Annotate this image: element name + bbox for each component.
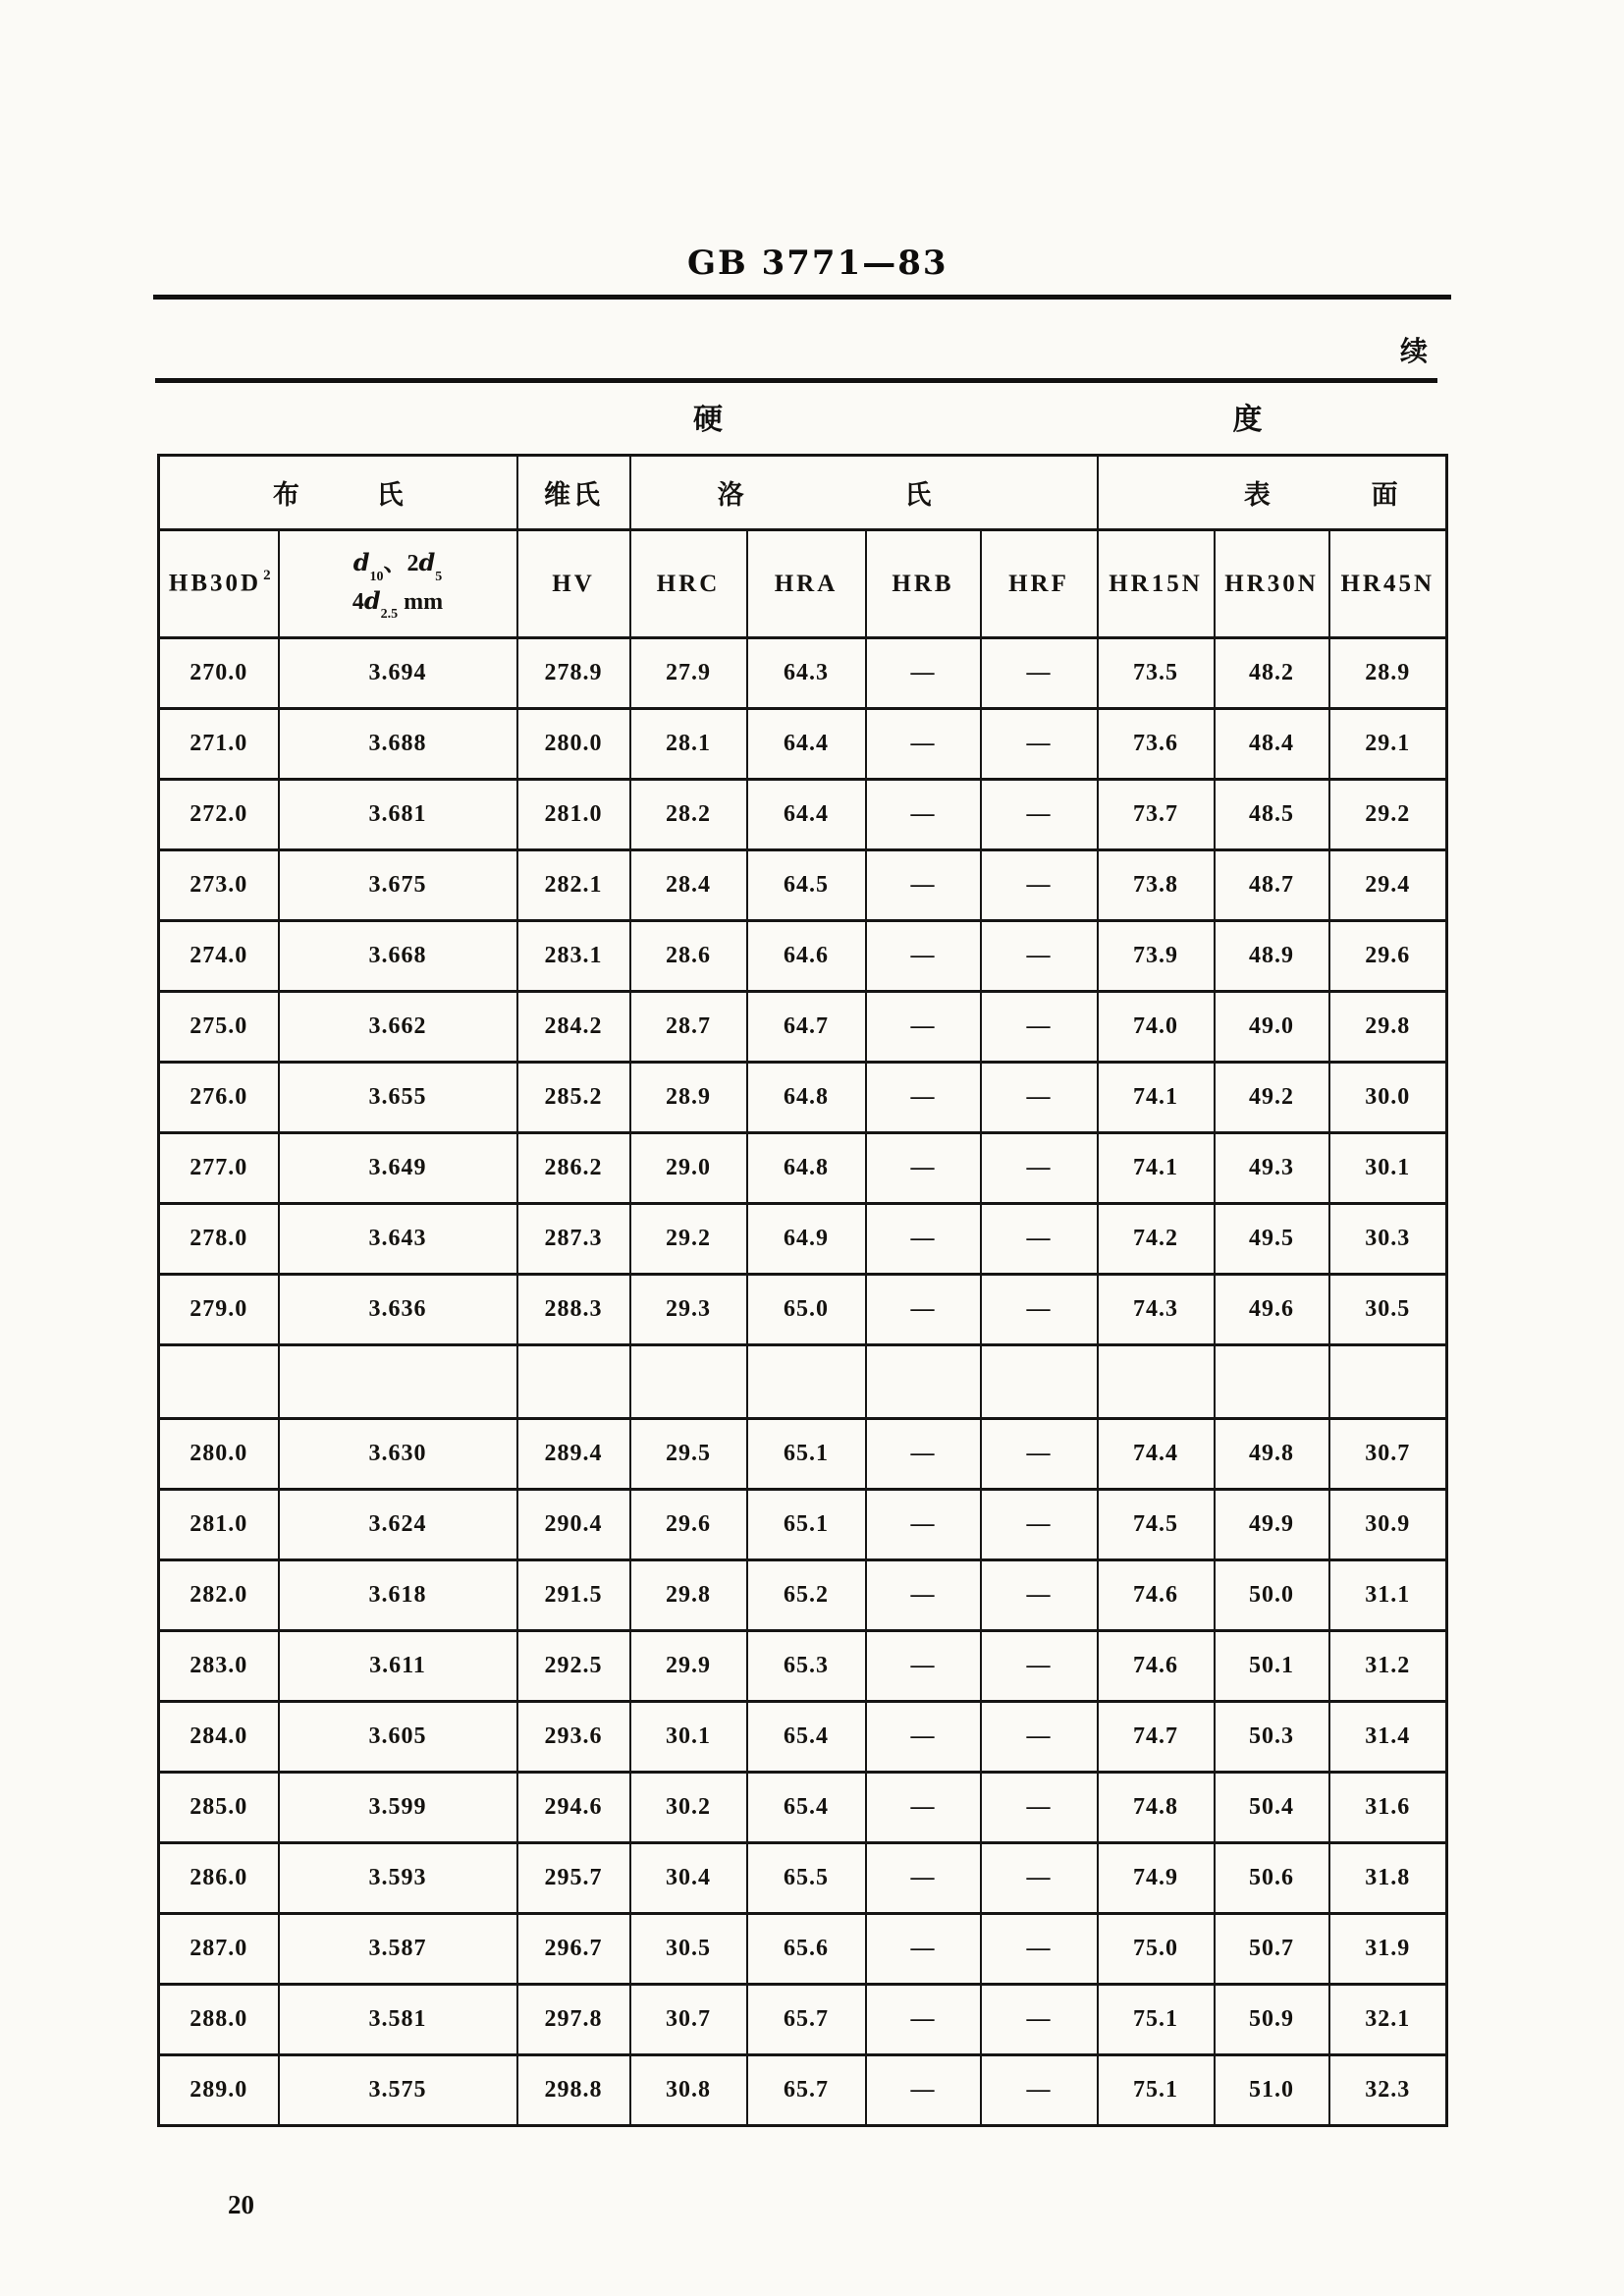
cell-hr15n: 73.8	[1098, 850, 1215, 921]
cell-hrc: 28.1	[630, 709, 747, 780]
d-subscript-5: 5	[435, 570, 443, 585]
cell-hr30n: 50.9	[1215, 1985, 1329, 2055]
cell-hr30n: 49.3	[1215, 1133, 1329, 1204]
table-row	[159, 1063, 1447, 1133]
cell-hr45n: 30.3	[1329, 1204, 1447, 1275]
cell-hra: 64.5	[747, 850, 866, 921]
cell-hrb: —	[866, 638, 981, 709]
cell-hrf: —	[981, 780, 1098, 850]
cell-hb30d: 285.0	[159, 1773, 279, 1843]
cell-hrf: —	[981, 1560, 1098, 1631]
standard-code-title: GB 3771—83	[687, 244, 948, 283]
table-row	[159, 1275, 1447, 1345]
cell-hrb: —	[866, 1133, 981, 1204]
cell-hra: 65.4	[747, 1773, 866, 1843]
table-header	[159, 456, 1447, 638]
cell-hv: 283.1	[517, 921, 630, 992]
cell-hra: 65.1	[747, 1490, 866, 1560]
cell-hr30n: 51.0	[1215, 2055, 1329, 2126]
cell-hrc: 28.4	[630, 850, 747, 921]
cell-hrc	[630, 1345, 747, 1419]
cell-hrf	[981, 1345, 1098, 1419]
cell-hr15n: 74.6	[1098, 1631, 1215, 1702]
top-horizontal-rule	[153, 295, 1451, 300]
table-row	[159, 1631, 1447, 1702]
cell-hr45n: 31.4	[1329, 1702, 1447, 1773]
d-prefix: 4	[352, 588, 364, 615]
cell-hr45n: 30.9	[1329, 1490, 1447, 1560]
cell-hrf: —	[981, 1133, 1098, 1204]
cell-hr15n: 74.1	[1098, 1063, 1215, 1133]
cell-d: 3.593	[279, 1843, 517, 1914]
table-row	[159, 638, 1447, 709]
cell-hr30n: 50.6	[1215, 1843, 1329, 1914]
cell-hr15n: 74.3	[1098, 1275, 1215, 1345]
cell-hb30d: 286.0	[159, 1843, 279, 1914]
cell-hb30d: 279.0	[159, 1275, 279, 1345]
cell-hr45n: 31.2	[1329, 1631, 1447, 1702]
table-row	[159, 1985, 1447, 2055]
cell-hr15n: 73.9	[1098, 921, 1215, 992]
cell-hrc: 30.4	[630, 1843, 747, 1914]
cell-hr45n: 32.3	[1329, 2055, 1447, 2126]
column-header-hb30d	[159, 530, 279, 638]
cell-hrc: 29.6	[630, 1490, 747, 1560]
cell-hr45n: 29.6	[1329, 921, 1447, 992]
group-header-rockwell: 洛 氏	[630, 456, 1098, 530]
column-header-hr15n: HR15N	[1098, 530, 1215, 638]
cell-hrf: —	[981, 1843, 1098, 1914]
cell-hrc: 28.6	[630, 921, 747, 992]
cell-hrf: —	[981, 1985, 1098, 2055]
cell-hrb: —	[866, 1204, 981, 1275]
table-row-spacer	[159, 1345, 1447, 1419]
cell-hb30d: 276.0	[159, 1063, 279, 1133]
table-row	[159, 1843, 1447, 1914]
column-header-hrc: HRC	[630, 530, 747, 638]
cell-hv: 289.4	[517, 1419, 630, 1490]
column-header-hv: HV	[517, 530, 630, 638]
cell-hr30n: 50.3	[1215, 1702, 1329, 1773]
cell-hrf: —	[981, 1914, 1098, 1985]
table-row	[159, 2055, 1447, 2126]
cell-hb30d: 277.0	[159, 1133, 279, 1204]
column-header-row	[159, 530, 1447, 638]
d-symbol: d	[363, 585, 381, 615]
d-symbol: d	[418, 548, 436, 577]
cell-hrc: 29.5	[630, 1419, 747, 1490]
cell-hr45n: 31.1	[1329, 1560, 1447, 1631]
cell-hrf: —	[981, 921, 1098, 992]
cell-hr45n: 29.2	[1329, 780, 1447, 850]
cell-hb30d: 271.0	[159, 709, 279, 780]
cell-hrc: 30.2	[630, 1773, 747, 1843]
cell-hv: 280.0	[517, 709, 630, 780]
cell-hr15n: 74.4	[1098, 1419, 1215, 1490]
cell-hrb: —	[866, 1702, 981, 1773]
cell-hv: 281.0	[517, 780, 630, 850]
cell-hr30n: 50.0	[1215, 1560, 1329, 1631]
cell-hra: 65.2	[747, 1560, 866, 1631]
cell-hra: 64.8	[747, 1133, 866, 1204]
cell-hr30n: 50.1	[1215, 1631, 1329, 1702]
cell-hr45n: 29.4	[1329, 850, 1447, 921]
cell-hrb: —	[866, 1631, 981, 1702]
cell-d: 3.668	[279, 921, 517, 992]
cell-d: 3.624	[279, 1490, 517, 1560]
cell-hrc: 29.2	[630, 1204, 747, 1275]
hardness-conversion-table	[157, 454, 1448, 2127]
cell-hv: 287.3	[517, 1204, 630, 1275]
cell-hr15n: 73.7	[1098, 780, 1215, 850]
table-row	[159, 850, 1447, 921]
cell-hrb: —	[866, 1843, 981, 1914]
cell-hb30d: 273.0	[159, 850, 279, 921]
column-header-hr45n: HR45N	[1329, 530, 1447, 638]
column-header-hra: HRA	[747, 530, 866, 638]
cell-hr30n: 49.5	[1215, 1204, 1329, 1275]
cell-d: 3.618	[279, 1560, 517, 1631]
cell-hrb	[866, 1345, 981, 1419]
cell-hb30d: 284.0	[159, 1702, 279, 1773]
cell-hrb: —	[866, 921, 981, 992]
cell-hr15n: 75.1	[1098, 2055, 1215, 2126]
cell-hv	[517, 1345, 630, 1419]
cell-hrb: —	[866, 1914, 981, 1985]
cell-hv: 298.8	[517, 2055, 630, 2126]
cell-hrf: —	[981, 1631, 1098, 1702]
cell-hrb: —	[866, 992, 981, 1063]
cell-hr15n: 74.1	[1098, 1133, 1215, 1204]
cell-hr45n: 31.6	[1329, 1773, 1447, 1843]
hb30d-superscript: 2	[263, 568, 271, 584]
table-row	[159, 1204, 1447, 1275]
cell-hr15n	[1098, 1345, 1215, 1419]
hb30d-base: HB30D	[168, 570, 262, 597]
cell-hra: 65.5	[747, 1843, 866, 1914]
cell-hr15n: 74.8	[1098, 1773, 1215, 1843]
continued-label: 续	[1400, 337, 1429, 367]
cell-hv: 288.3	[517, 1275, 630, 1345]
d-symbol: d	[352, 548, 370, 577]
cell-hr15n: 74.0	[1098, 992, 1215, 1063]
cell-hrc: 29.9	[630, 1631, 747, 1702]
cell-hv: 296.7	[517, 1914, 630, 1985]
cell-hb30d: 278.0	[159, 1204, 279, 1275]
cell-hrc: 30.1	[630, 1702, 747, 1773]
cell-d: 3.649	[279, 1133, 517, 1204]
cell-hra	[747, 1345, 866, 1419]
cell-hra: 64.4	[747, 709, 866, 780]
d-subscript-25: 2.5	[380, 607, 399, 623]
cell-hv: 290.4	[517, 1490, 630, 1560]
cell-hb30d: 282.0	[159, 1560, 279, 1631]
cell-d: 3.636	[279, 1275, 517, 1345]
cell-hra: 64.8	[747, 1063, 866, 1133]
column-header-hrf: HRF	[981, 530, 1098, 638]
group-header-superficial: 表 面	[1098, 456, 1447, 530]
cell-hv: 286.2	[517, 1133, 630, 1204]
cell-d: 3.662	[279, 992, 517, 1063]
table-row	[159, 1490, 1447, 1560]
cell-hrf: —	[981, 850, 1098, 921]
cell-hr45n: 31.8	[1329, 1843, 1447, 1914]
table-row	[159, 921, 1447, 992]
cell-d: 3.688	[279, 709, 517, 780]
cell-hra: 65.0	[747, 1275, 866, 1345]
cell-hra: 65.4	[747, 1702, 866, 1773]
cell-hr45n: 29.8	[1329, 992, 1447, 1063]
cell-hrc: 28.2	[630, 780, 747, 850]
table-row	[159, 992, 1447, 1063]
cell-hv: 294.6	[517, 1773, 630, 1843]
table-row	[159, 780, 1447, 850]
cell-hrf: —	[981, 1773, 1098, 1843]
column-header-indentation-d	[279, 530, 517, 638]
cell-d: 3.587	[279, 1914, 517, 1985]
cell-hr15n: 74.5	[1098, 1490, 1215, 1560]
cell-hr30n: 48.2	[1215, 638, 1329, 709]
cell-hra: 64.7	[747, 992, 866, 1063]
cell-hr30n: 50.4	[1215, 1773, 1329, 1843]
cell-d: 3.681	[279, 780, 517, 850]
cell-d: 3.675	[279, 850, 517, 921]
cell-d: 3.599	[279, 1773, 517, 1843]
cell-hr15n: 73.6	[1098, 709, 1215, 780]
cell-hrb: —	[866, 850, 981, 921]
table-row	[159, 1560, 1447, 1631]
cell-d: 3.605	[279, 1702, 517, 1773]
second-horizontal-rule	[155, 378, 1437, 383]
cell-hv: 282.1	[517, 850, 630, 921]
cell-hr15n: 74.9	[1098, 1843, 1215, 1914]
cell-hrc: 28.9	[630, 1063, 747, 1133]
cell-hr45n: 29.1	[1329, 709, 1447, 780]
cell-hr30n: 50.7	[1215, 1914, 1329, 1985]
cell-hrc: 29.3	[630, 1275, 747, 1345]
group-header-brinell: 布 氏	[159, 456, 517, 530]
cell-hrf: —	[981, 709, 1098, 780]
column-header-hrb: HRB	[866, 530, 981, 638]
cell-hv: 292.5	[517, 1631, 630, 1702]
cell-hr30n: 48.4	[1215, 709, 1329, 780]
cell-hr30n: 48.5	[1215, 780, 1329, 850]
cell-hrf: —	[981, 638, 1098, 709]
cell-hrb: —	[866, 1773, 981, 1843]
cell-hrf: —	[981, 2055, 1098, 2126]
cell-hr45n: 30.5	[1329, 1275, 1447, 1345]
cell-hrc: 27.9	[630, 638, 747, 709]
cell-hr45n: 30.0	[1329, 1063, 1447, 1133]
cell-hr45n: 28.9	[1329, 638, 1447, 709]
cell-hrc: 29.8	[630, 1560, 747, 1631]
cell-hb30d: 287.0	[159, 1914, 279, 1985]
cell-hr15n: 74.7	[1098, 1702, 1215, 1773]
cell-hrb: —	[866, 709, 981, 780]
cell-hrf: —	[981, 1275, 1098, 1345]
table-row	[159, 1133, 1447, 1204]
group-header-row	[159, 456, 1447, 530]
cell-hr30n: 49.9	[1215, 1490, 1329, 1560]
d-separator: 、2	[383, 551, 419, 577]
cell-hb30d: 288.0	[159, 1985, 279, 2055]
cell-hrc: 30.5	[630, 1914, 747, 1985]
cell-hrf: —	[981, 1063, 1098, 1133]
cell-hr30n: 48.7	[1215, 850, 1329, 921]
table-row	[159, 1419, 1447, 1490]
table-body	[159, 638, 1447, 2126]
cell-hb30d: 289.0	[159, 2055, 279, 2126]
page-number: 20	[228, 2190, 254, 2219]
cell-hr45n: 30.7	[1329, 1419, 1447, 1490]
cell-hra: 64.9	[747, 1204, 866, 1275]
d-unit-mm: mm	[398, 588, 444, 615]
cell-hr45n: 30.1	[1329, 1133, 1447, 1204]
cell-hb30d	[159, 1345, 279, 1419]
cell-hrb: —	[866, 1275, 981, 1345]
cell-hrb: —	[866, 1490, 981, 1560]
cell-d: 3.581	[279, 1985, 517, 2055]
cell-hrb: —	[866, 780, 981, 850]
cell-d: 3.643	[279, 1204, 517, 1275]
cell-hra: 65.7	[747, 2055, 866, 2126]
cell-hv: 285.2	[517, 1063, 630, 1133]
cell-hr45n	[1329, 1345, 1447, 1419]
cell-hr45n: 32.1	[1329, 1985, 1447, 2055]
hardness-span-header: 硬 度	[693, 404, 1263, 436]
cell-hr15n: 74.2	[1098, 1204, 1215, 1275]
cell-hrc: 29.0	[630, 1133, 747, 1204]
cell-hv: 278.9	[517, 638, 630, 709]
cell-hr15n: 74.6	[1098, 1560, 1215, 1631]
d-header-line2	[280, 584, 516, 622]
cell-d: 3.630	[279, 1419, 517, 1490]
table-row	[159, 1914, 1447, 1985]
cell-hrc: 30.7	[630, 1985, 747, 2055]
cell-hr15n: 73.5	[1098, 638, 1215, 709]
cell-hra: 64.4	[747, 780, 866, 850]
table-row	[159, 1702, 1447, 1773]
cell-hb30d: 280.0	[159, 1419, 279, 1490]
cell-hb30d: 283.0	[159, 1631, 279, 1702]
column-header-hr30n: HR30N	[1215, 530, 1329, 638]
cell-hrb: —	[866, 2055, 981, 2126]
cell-hb30d: 275.0	[159, 992, 279, 1063]
cell-hra: 65.6	[747, 1914, 866, 1985]
cell-hrb: —	[866, 1063, 981, 1133]
cell-hra: 64.3	[747, 638, 866, 709]
cell-hv: 284.2	[517, 992, 630, 1063]
cell-hv: 297.8	[517, 1985, 630, 2055]
cell-hv: 291.5	[517, 1560, 630, 1631]
cell-hra: 64.6	[747, 921, 866, 992]
cell-hv: 295.7	[517, 1843, 630, 1914]
d-subscript-10: 10	[369, 570, 384, 585]
cell-hb30d: 274.0	[159, 921, 279, 992]
cell-hrb: —	[866, 1560, 981, 1631]
cell-hr15n: 75.0	[1098, 1914, 1215, 1985]
cell-hra: 65.7	[747, 1985, 866, 2055]
cell-hr30n	[1215, 1345, 1329, 1419]
cell-hrf: —	[981, 992, 1098, 1063]
cell-hrf: —	[981, 1419, 1098, 1490]
cell-hr30n: 48.9	[1215, 921, 1329, 992]
cell-d: 3.611	[279, 1631, 517, 1702]
cell-hb30d: 281.0	[159, 1490, 279, 1560]
group-header-vickers: 维氏	[517, 456, 630, 530]
table-row	[159, 709, 1447, 780]
cell-d	[279, 1345, 517, 1419]
d-header-line1	[280, 546, 516, 583]
cell-hr45n: 31.9	[1329, 1914, 1447, 1985]
cell-d: 3.655	[279, 1063, 517, 1133]
cell-hr30n: 49.2	[1215, 1063, 1329, 1133]
cell-hr15n: 75.1	[1098, 1985, 1215, 2055]
cell-hrf: —	[981, 1490, 1098, 1560]
cell-hrc: 28.7	[630, 992, 747, 1063]
cell-hrb: —	[866, 1419, 981, 1490]
cell-hr30n: 49.8	[1215, 1419, 1329, 1490]
cell-hb30d: 272.0	[159, 780, 279, 850]
cell-hrf: —	[981, 1204, 1098, 1275]
cell-hv: 293.6	[517, 1702, 630, 1773]
cell-d: 3.694	[279, 638, 517, 709]
cell-hrc: 30.8	[630, 2055, 747, 2126]
cell-d: 3.575	[279, 2055, 517, 2126]
table-row	[159, 1773, 1447, 1843]
cell-hrb: —	[866, 1985, 981, 2055]
cell-hra: 65.3	[747, 1631, 866, 1702]
cell-hb30d: 270.0	[159, 638, 279, 709]
cell-hr30n: 49.0	[1215, 992, 1329, 1063]
cell-hrf: —	[981, 1702, 1098, 1773]
cell-hra: 65.1	[747, 1419, 866, 1490]
cell-hr30n: 49.6	[1215, 1275, 1329, 1345]
